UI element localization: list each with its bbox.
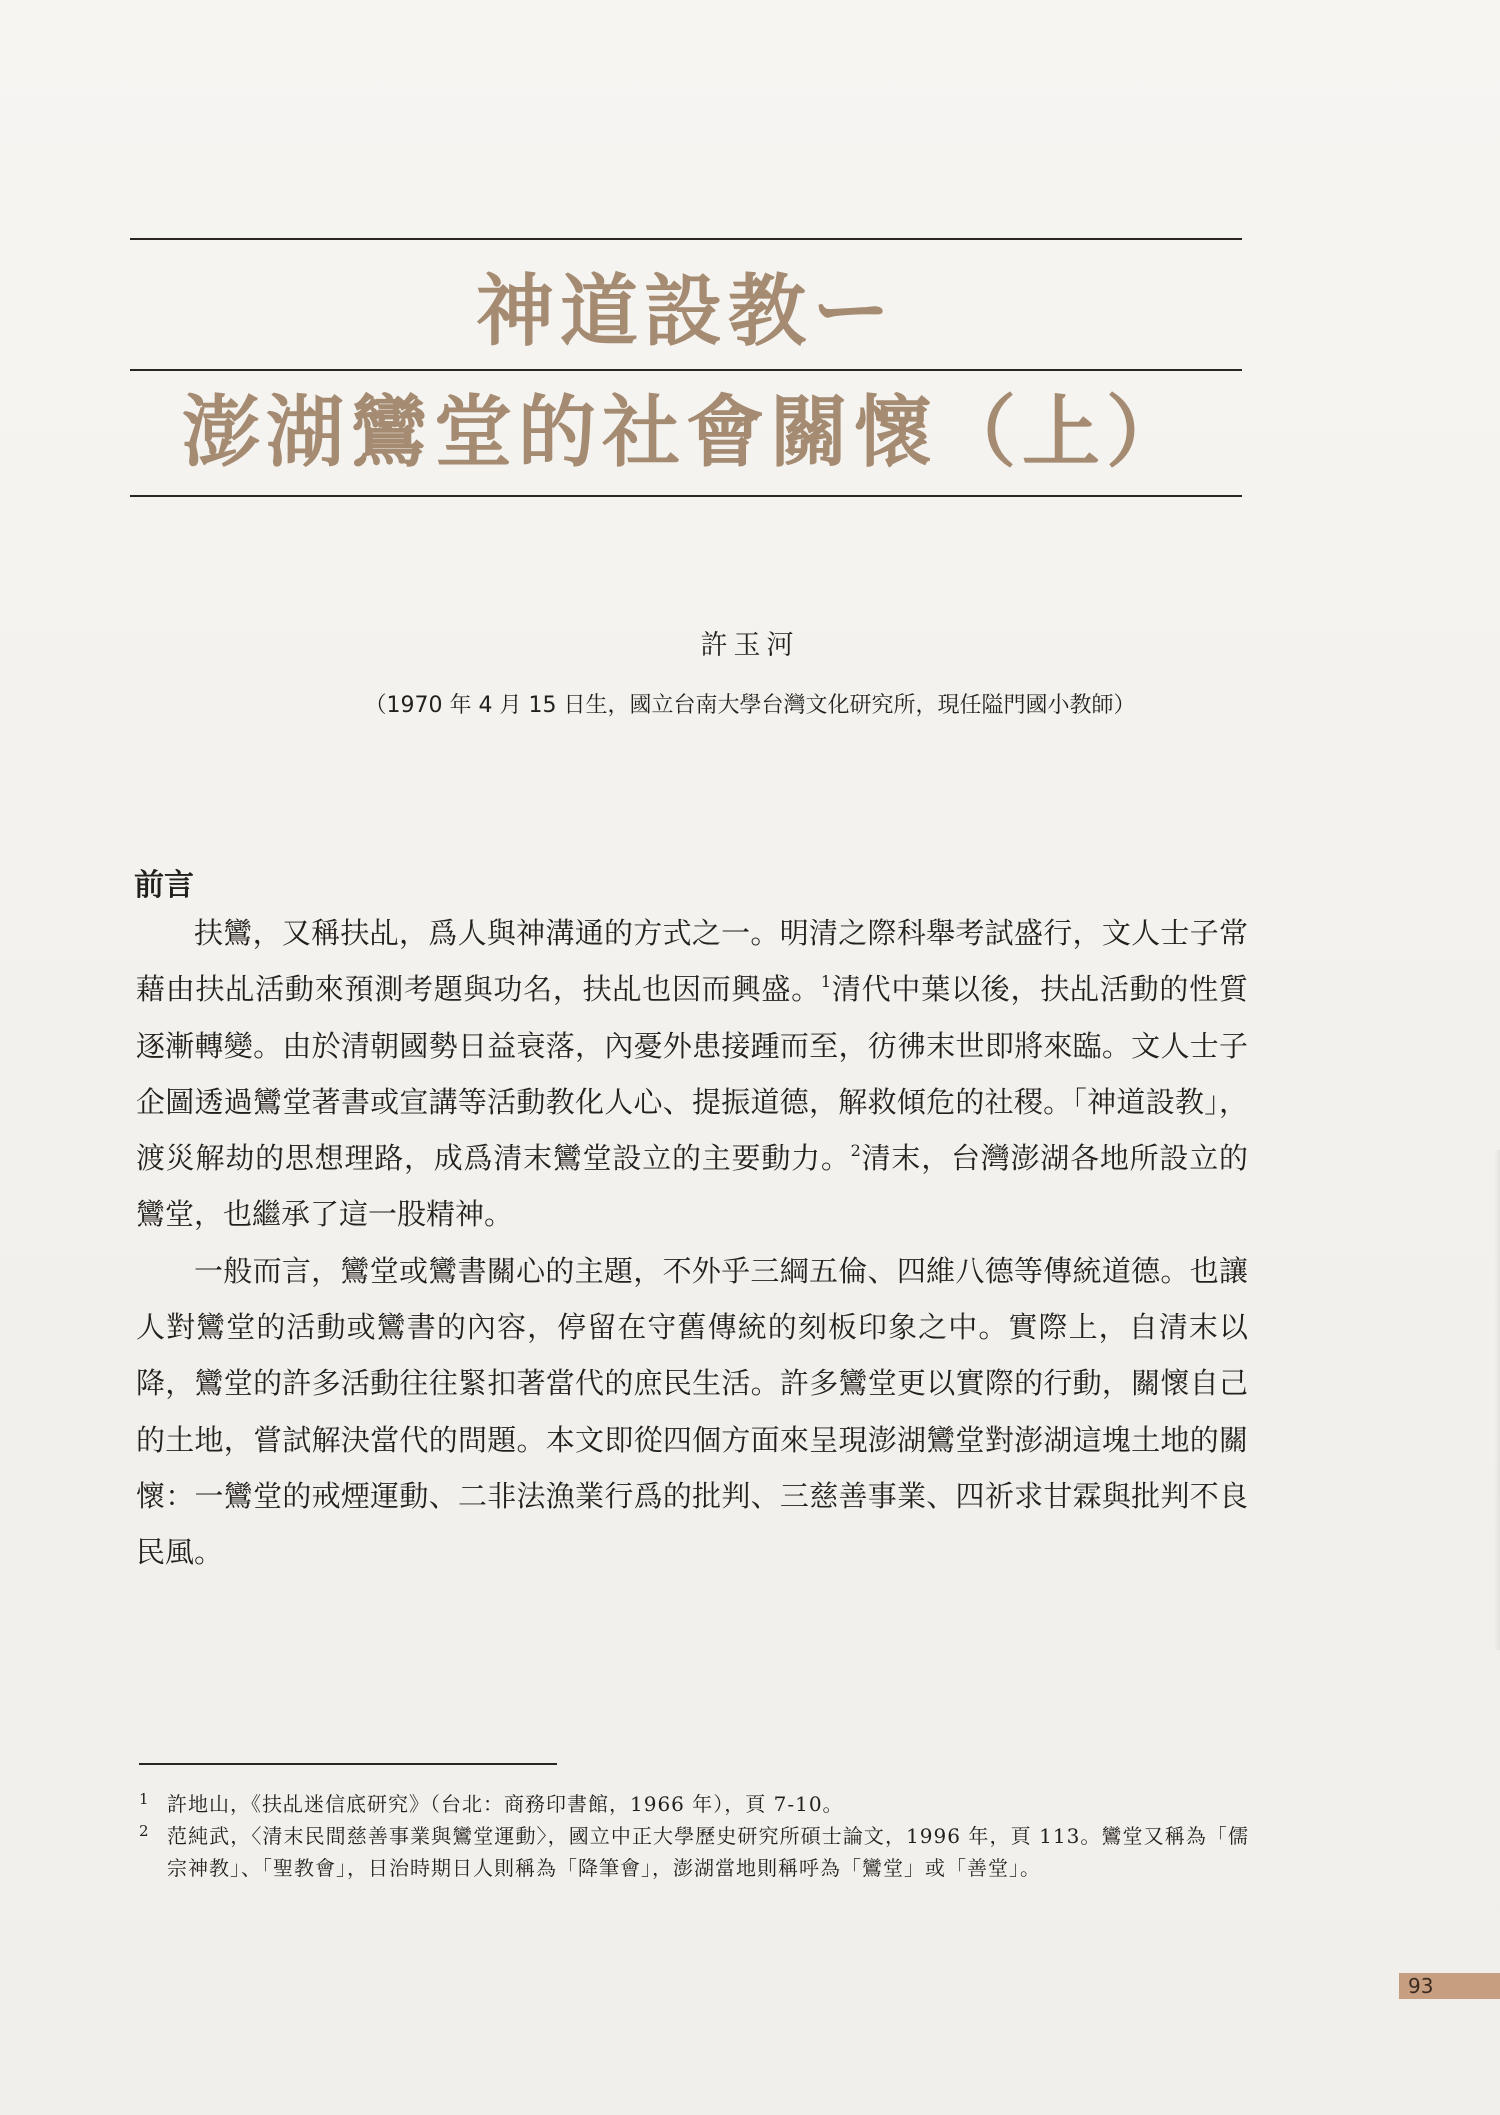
title-bottom-rule xyxy=(130,495,1242,497)
footnote-1 xyxy=(139,1788,1249,1820)
footnotes xyxy=(139,1788,1249,1884)
paragraph-1-part-b: 清代中葉以後，扶乩活動的性質逐漸轉變。由於清朝國勢日益衰落，內憂外患接踵而至，彷彿末世即將來臨。文人士子企圖透過鸞堂著書或宣講等活動教化人心、提振道德，解救傾危的社稷。「神道設教」，渡災解劫的思想理路，成爲清末鸞堂設立的主要動力。 xyxy=(136,972,1248,1176)
article-body xyxy=(136,905,1248,1581)
title-line-2: 澎湖鸞堂的社會關懷（上） xyxy=(181,388,1190,478)
footnote-text: 許地山，《扶乩迷信底研究》（台北：商務印書館，1966 年），頁 7-10。 xyxy=(167,1792,844,1816)
footnote-text: 范純武，〈清末民間慈善事業與鸞堂運動〉，國立中正大學歷史研究所碩士論文，1996 年，頁 113。鸞堂又稱為「儒宗神教」、「聖教會」，日治時期日人則稱為「降筆會」，澎湖當地則稱呼為「鸞堂」或「善堂」。 xyxy=(167,1824,1249,1880)
paragraph-1-part-a: 扶鸞，又稱扶乩，爲人與神溝通的方式之一。明清之際科舉考試盛行，文人士子常藉由扶乩活動來預測考題與功名，扶乩也因而興盛。 xyxy=(136,916,1248,1007)
author-bio: （1970 年 4 月 15 日生，國立台南大學台灣文化研究所，現任隘門國小教師） xyxy=(364,693,1136,718)
footnote-separator xyxy=(139,1763,557,1765)
footnote-2 xyxy=(139,1820,1249,1884)
scan-edge-shadow xyxy=(1494,1150,1500,1650)
author-name: 許玉河 xyxy=(700,630,800,661)
footnote-number: 1 xyxy=(139,1790,149,1808)
footnote-number: 2 xyxy=(139,1822,149,1840)
footnote-ref-1: 1 xyxy=(820,972,832,992)
title-line-1: 神道設教ー xyxy=(475,267,896,357)
title-top-rule xyxy=(130,238,1242,240)
title-middle-rule xyxy=(130,369,1242,371)
paragraph-1-part-c: 清末，台灣澎湖各地所設立的鸞堂，也繼承了這一股精神。 xyxy=(136,1141,1248,1232)
page-number: 93 xyxy=(1399,1973,1500,1999)
paragraph-1 xyxy=(136,905,1248,1243)
section-heading: 前言 xyxy=(134,868,194,903)
paragraph-2: 一般而言，鸞堂或鸞書關心的主題，不外乎三綱五倫、四維八德等傳統道德。也讓人對鸞堂的活動或鸞書的內容，停留在守舊傳統的刻板印象之中。實際上，自清末以降，鸞堂的許多活動往往緊扣著當代的庶民生活。許多鸞堂更以實際的行動，關懷自己的土地，嘗試解決當代的問題。本文即從四個方面來呈現澎湖鸞堂對澎湖這塊土地的關懷：一鸞堂的戒煙運動、二非法漁業行爲的批判、三慈善事業、四祈求甘霖與批判不良民風。 xyxy=(136,1253,1248,1570)
footnote-ref-2: 2 xyxy=(850,1141,861,1161)
